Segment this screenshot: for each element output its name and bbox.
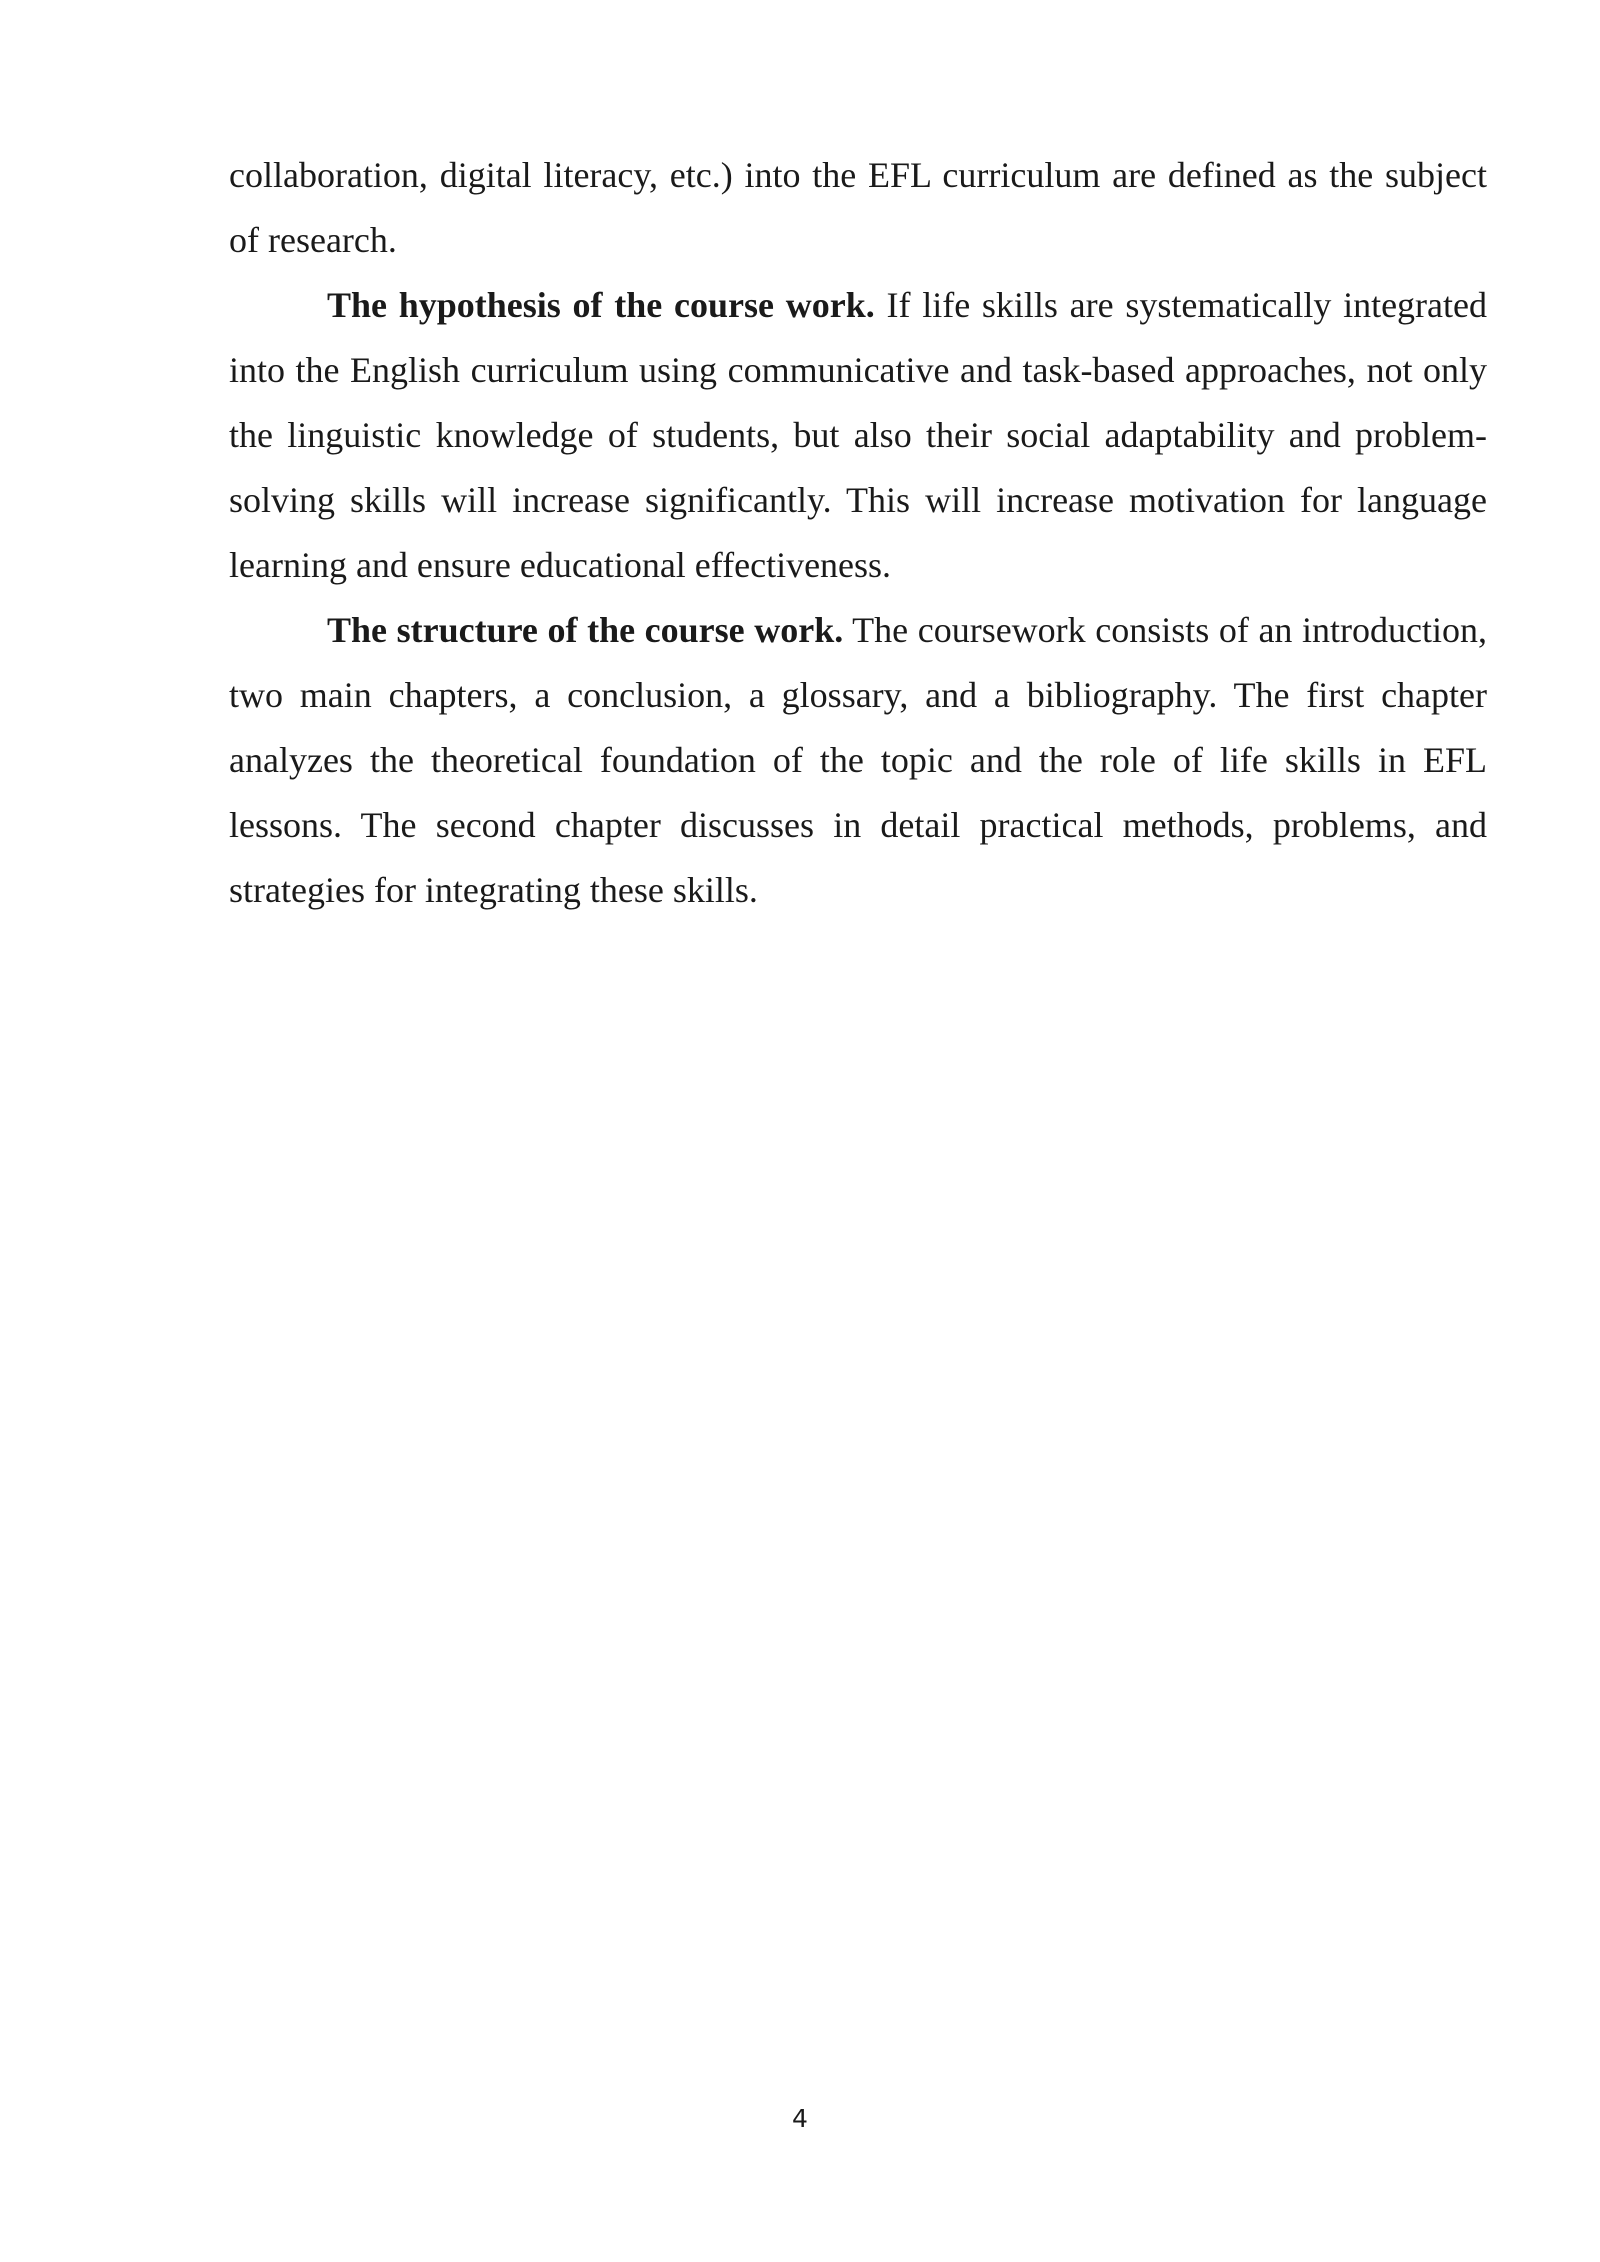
paragraph-text: The coursework consists of an introduction, two main chapters, a conclusion, a glossary, and a bibliography. The first chapter analyzes the theoretical foundation of the topic and the role of life skills in EFL lessons. The second chapter discusses in detail practical methods, problems, and strategies for integrating these skills.: [229, 610, 1487, 910]
paragraph-subject-continuation: [229, 143, 1487, 273]
page-number: 4: [792, 2104, 808, 2133]
paragraph-heading-hypothesis: The hypothesis of the course work.: [327, 285, 875, 325]
paragraph-text: collaboration, digital literacy, etc.) into the EFL curriculum are defined as the subject of research.: [229, 155, 1487, 260]
page-body: [229, 143, 1487, 923]
paragraph-structure: [229, 598, 1487, 923]
paragraph-heading-structure: The structure of the course work.: [327, 610, 844, 650]
paragraph-text: If life skills are systematically integrated into the English curriculum using communicative and task-based approaches, not only the linguistic knowledge of students, but also their social adaptability and problem-solving skills will increase significantly. This will increase motivation for language learning and ensure educational effectiveness.: [229, 285, 1487, 585]
paragraph-hypothesis: [229, 273, 1487, 598]
